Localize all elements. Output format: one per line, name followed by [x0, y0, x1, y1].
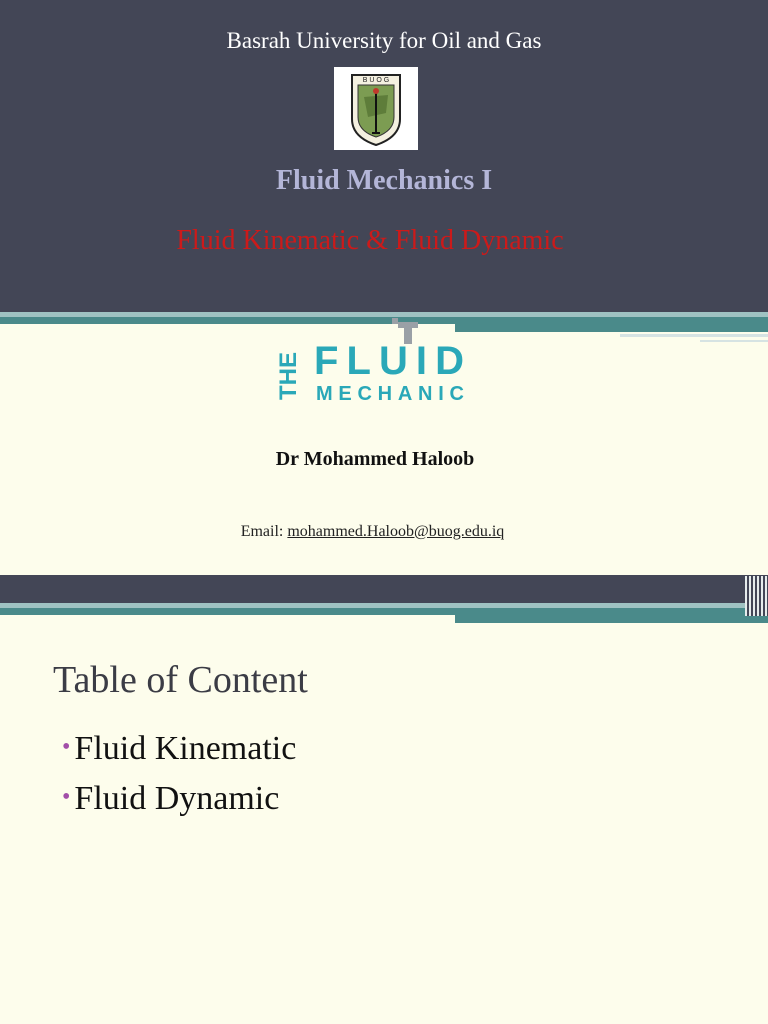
- divider-stripe: [700, 340, 768, 342]
- author-name: Dr Mohammed Haloob: [275, 448, 475, 470]
- divider-band: [455, 324, 768, 332]
- divider-stripe: [620, 334, 768, 337]
- seal-lettering: B U O G: [362, 77, 390, 84]
- course-title: Fluid Mechanics I: [275, 165, 493, 196]
- university-seal-logo: [334, 67, 418, 150]
- list-item-label: Fluid Kinematic: [74, 730, 297, 767]
- list-item-label: Fluid Dynamic: [74, 780, 280, 817]
- email-label: Email:: [240, 523, 284, 540]
- lecture-subtitle: Fluid Kinematic & Fluid Dynamic: [176, 225, 564, 256]
- divider-band: [455, 615, 768, 623]
- divider-band: [0, 608, 768, 615]
- svg-text:THE: THE: [275, 352, 302, 400]
- bullet-icon: •: [62, 784, 71, 810]
- svg-text:MECHANIC: MECHANIC: [316, 383, 464, 405]
- svg-text:FLUID: FLUID: [314, 339, 464, 383]
- bullet-icon: •: [62, 734, 71, 760]
- divider-stripes: [745, 576, 768, 616]
- fluid-mechanic-logo: [275, 318, 468, 406]
- email-line: [0, 523, 745, 541]
- list-item: [62, 730, 296, 768]
- list-item: [62, 780, 279, 818]
- toc-title: Table of Content: [53, 659, 308, 701]
- university-name: Basrah University for Oil and Gas: [226, 28, 542, 53]
- email-link[interactable]: mohammed.Haloob@buog.edu.iq: [287, 523, 505, 540]
- slide2-header-band: [0, 575, 768, 603]
